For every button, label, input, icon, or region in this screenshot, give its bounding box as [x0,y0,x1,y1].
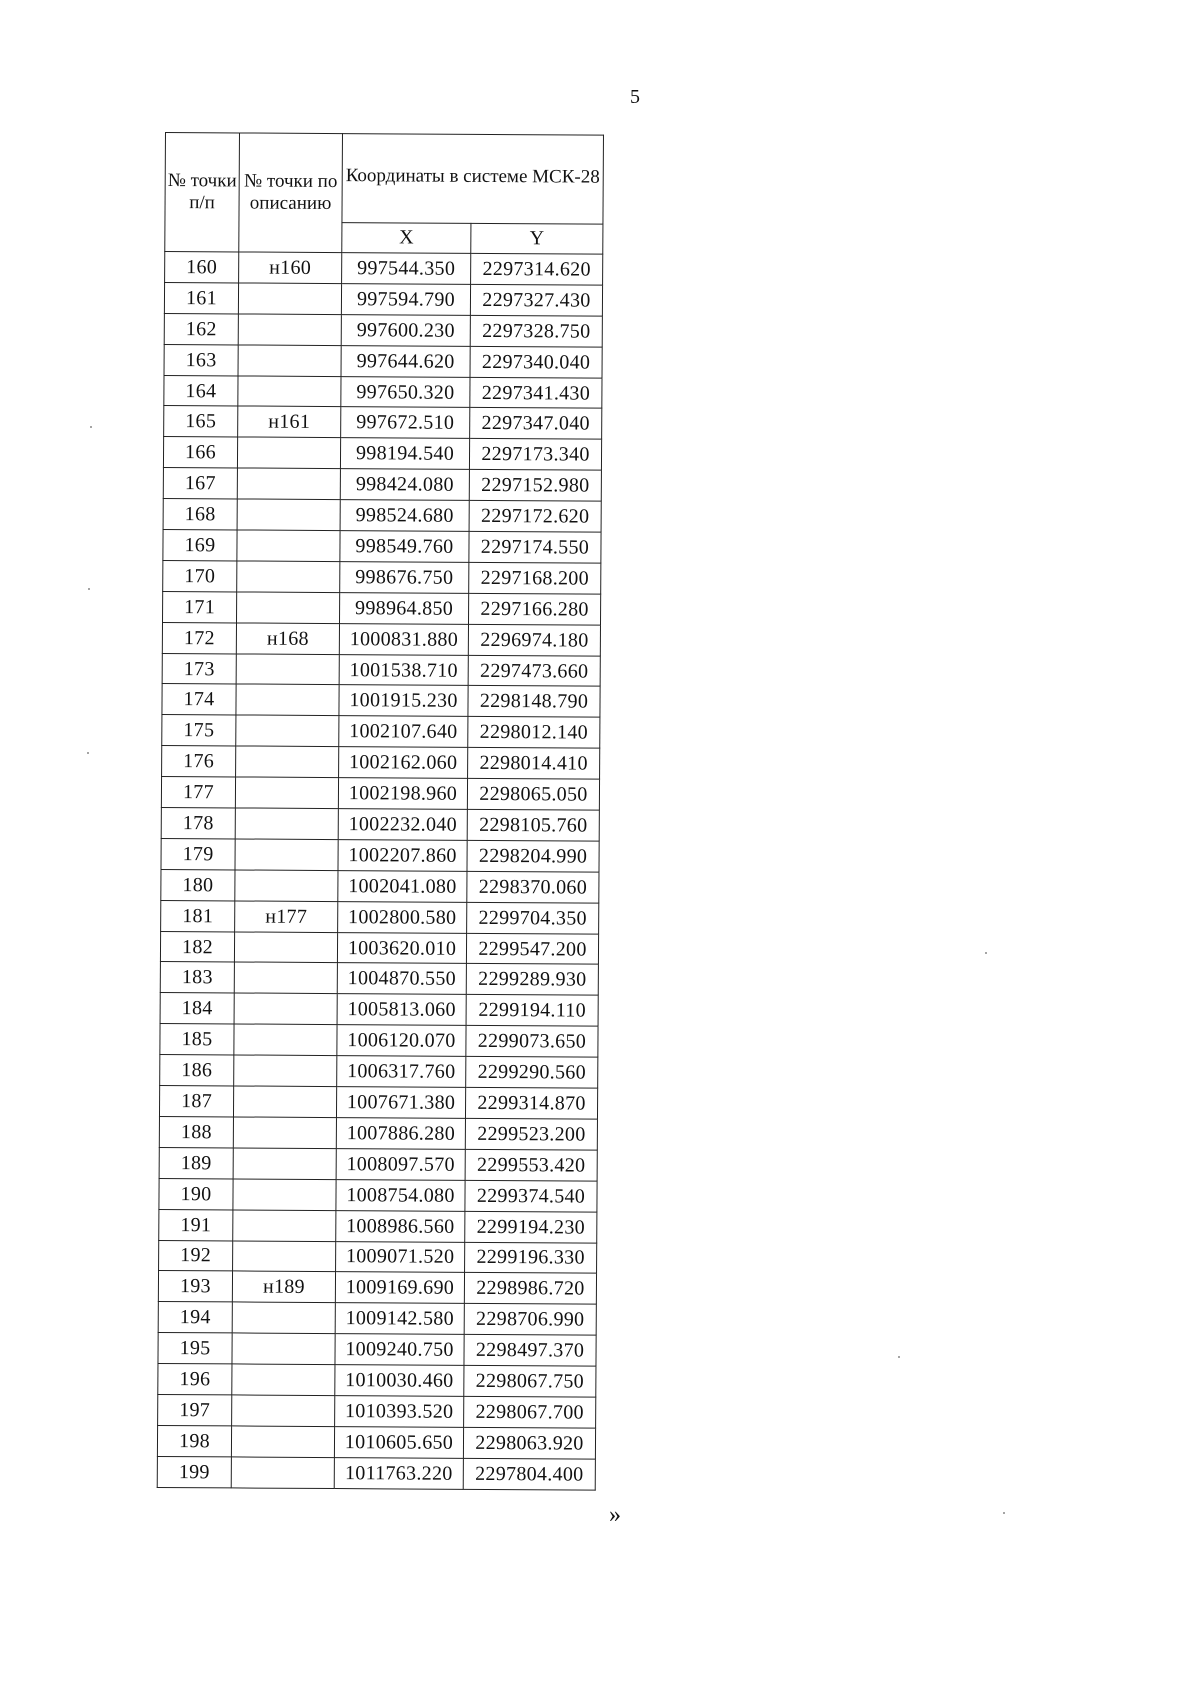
point-number-cell: 184 [160,993,234,1024]
x-coordinate-cell: 1009169.690 [335,1272,464,1304]
point-number-cell: 191 [159,1209,233,1240]
y-coordinate-cell: 2299704.350 [467,902,599,934]
x-coordinate-cell: 1008097.570 [336,1148,465,1180]
point-number-cell: 165 [164,406,238,437]
description-point-cell [237,561,340,593]
point-number-cell: 168 [163,499,237,530]
y-coordinate-cell: 2299547.200 [466,933,598,965]
table-header-row [165,133,604,225]
point-number-cell: 197 [158,1394,232,1425]
y-coordinate-cell: 2298065.050 [467,779,599,811]
closing-quote-mark: » [609,1502,621,1528]
x-coordinate-cell: 1003620.010 [337,932,466,964]
description-point-cell [233,1086,336,1118]
table-row [158,1302,596,1336]
table-row [164,375,602,409]
description-point-cell [232,1302,335,1334]
y-coordinate-cell: 2297328.750 [470,315,602,347]
table-row [160,931,598,965]
point-number-cell: 164 [164,375,238,406]
y-coordinate-cell: 2298063.920 [463,1427,595,1459]
x-coordinate-cell: 997600.230 [341,314,470,346]
point-number-cell: 173 [162,653,236,684]
point-number-cell: 199 [157,1456,231,1487]
description-point-cell [231,1426,334,1458]
y-coordinate-cell: 2298497.370 [464,1335,596,1367]
y-coordinate-cell: 2299289.930 [466,964,598,996]
table-row [160,1024,598,1058]
coordinates-table [157,132,604,1490]
point-number-cell: 189 [159,1147,233,1178]
description-point-cell [234,1055,337,1087]
point-number-cell: 175 [162,715,236,746]
table-row [158,1394,596,1428]
description-point-cell [235,839,338,871]
description-point-cell: н189 [232,1271,335,1303]
description-point-cell [238,345,341,377]
x-coordinate-cell: 1005813.060 [337,994,466,1026]
table-row [157,1456,595,1490]
point-number-cell: 195 [158,1333,232,1364]
point-number-cell: 169 [163,530,237,561]
x-coordinate-cell: 997644.620 [341,345,470,377]
x-coordinate-cell: 997544.350 [342,253,471,285]
x-coordinate-cell: 1008754.080 [336,1179,465,1211]
point-number-cell: 185 [160,1024,234,1055]
table-row [165,252,603,286]
point-number-cell: 167 [163,468,237,499]
table-row [162,684,600,718]
table-row [157,1425,595,1459]
y-coordinate-cell: 2297172.620 [469,500,601,532]
x-coordinate-cell: 998194.540 [340,438,469,470]
description-point-cell [233,1240,336,1272]
x-coordinate-cell: 1000831.880 [339,623,468,655]
table-row [162,746,600,780]
y-coordinate-cell: 2299194.230 [465,1211,597,1243]
y-coordinate-cell: 2297173.340 [469,439,601,471]
x-coordinate-cell: 1007671.380 [336,1087,465,1119]
description-point-cell [233,1148,336,1180]
x-coordinate-cell: 998676.750 [340,561,469,593]
y-coordinate-cell: 2299194.110 [466,995,598,1027]
table-row [159,1209,597,1243]
point-number-cell: 160 [165,252,239,283]
y-coordinate-cell: 2297473.660 [468,655,600,687]
x-coordinate-cell: 1009240.750 [335,1334,464,1366]
y-coordinate-cell: 2297804.400 [463,1458,595,1490]
y-coordinate-cell: 2298148.790 [468,686,600,718]
y-coordinate-cell: 2297168.200 [469,562,601,594]
description-point-cell [235,777,338,809]
description-point-cell [231,1457,334,1489]
description-point-cell [234,1024,337,1056]
x-coordinate-cell: 998549.760 [340,531,469,563]
description-point-cell [237,530,340,562]
description-point-cell [237,499,340,531]
point-number-cell: 172 [162,622,236,653]
description-point-cell [232,1333,335,1365]
point-number-cell: 181 [161,900,235,931]
x-coordinate-cell: 1010605.650 [334,1426,463,1458]
description-point-cell [234,962,337,994]
y-coordinate-cell: 2298014.410 [468,748,600,780]
header-point-number: № точки п/п [165,133,240,252]
x-coordinate-cell: 1009071.520 [336,1241,465,1273]
point-number-cell: 178 [161,808,235,839]
x-coordinate-cell: 1002107.640 [339,716,468,748]
y-coordinate-cell: 2299553.420 [465,1149,597,1181]
y-coordinate-cell: 2299073.650 [466,1026,598,1058]
x-coordinate-cell: 1011763.220 [334,1457,463,1489]
scan-speck [985,952,987,954]
y-coordinate-cell: 2297152.980 [469,470,601,502]
table-row [163,468,601,502]
table-row [158,1271,596,1305]
table-row [160,993,598,1027]
table-row [158,1364,596,1398]
description-point-cell [237,468,340,500]
table-row [161,808,599,842]
x-coordinate-cell: 1006317.760 [337,1056,466,1088]
table-row [164,313,602,347]
point-number-cell: 194 [158,1302,232,1333]
description-point-cell [236,684,339,716]
x-coordinate-cell: 1006120.070 [337,1025,466,1057]
y-coordinate-cell: 2298105.760 [467,809,599,841]
description-point-cell: н168 [236,623,339,655]
scan-speck [88,588,90,590]
y-coordinate-cell: 2297166.280 [468,593,600,625]
description-point-cell [237,592,340,624]
point-number-cell: 183 [160,962,234,993]
point-number-cell: 190 [159,1178,233,1209]
description-point-cell [238,283,341,315]
description-point-cell [234,932,337,964]
point-number-cell: 188 [159,1116,233,1147]
page-number: 5 [630,86,640,108]
table-row [159,1147,597,1181]
point-number-cell: 193 [158,1271,232,1302]
description-point-cell [234,993,337,1025]
table-row [159,1240,597,1274]
description-point-cell [232,1364,335,1396]
x-coordinate-cell: 1001538.710 [339,654,468,686]
x-coordinate-cell: 1004870.550 [337,963,466,995]
point-number-cell: 196 [158,1364,232,1395]
y-coordinate-cell: 2298012.140 [468,717,600,749]
y-coordinate-cell: 2299196.330 [465,1242,597,1274]
y-coordinate-cell: 2299290.560 [466,1057,598,1089]
x-coordinate-cell: 1009142.580 [335,1303,464,1335]
description-point-cell [237,437,340,469]
point-number-cell: 186 [160,1055,234,1086]
x-coordinate-cell: 1010030.460 [335,1365,464,1397]
point-number-cell: 187 [159,1086,233,1117]
point-number-cell: 161 [164,282,238,313]
table-row [161,900,599,934]
y-coordinate-cell: 2297327.430 [470,284,602,316]
table-row [159,1086,597,1120]
table-row [161,838,599,872]
point-number-cell: 174 [162,684,236,715]
header-description-point: № точки по описанию [239,133,343,253]
table-row [159,1116,597,1150]
scan-speck [898,1356,900,1358]
table-row [164,406,602,440]
point-number-cell: 192 [159,1240,233,1271]
x-coordinate-cell: 1010393.520 [335,1396,464,1428]
x-coordinate-cell: 1002162.060 [339,747,468,779]
description-point-cell [232,1395,335,1427]
y-coordinate-cell: 2298370.060 [467,871,599,903]
y-coordinate-cell: 2299314.870 [465,1087,597,1119]
header-coordinates: Координаты в системе МСК-28 [342,134,604,225]
y-coordinate-cell: 2298067.750 [464,1365,596,1397]
x-coordinate-cell: 997594.790 [341,283,470,315]
x-coordinate-cell: 1007886.280 [336,1118,465,1150]
description-point-cell [238,376,341,408]
table-row [163,530,601,564]
y-coordinate-cell: 2298986.720 [464,1273,596,1305]
point-number-cell: 170 [163,560,237,591]
x-coordinate-cell: 1008986.560 [336,1210,465,1242]
x-coordinate-cell: 1002198.960 [338,778,467,810]
description-point-cell [238,314,341,346]
table-row [162,622,600,656]
description-point-cell [233,1210,336,1242]
y-coordinate-cell: 2297174.550 [469,531,601,563]
x-coordinate-cell: 997650.320 [341,376,470,408]
description-point-cell: н177 [235,901,338,933]
point-number-cell: 182 [160,931,234,962]
y-coordinate-cell: 2299523.200 [465,1118,597,1150]
table-row [164,282,602,316]
point-number-cell: 171 [163,591,237,622]
x-coordinate-cell: 1002041.080 [338,870,467,902]
point-number-cell: 176 [162,746,236,777]
x-coordinate-cell: 997672.510 [341,407,470,439]
y-coordinate-cell: 2297347.040 [470,408,602,440]
x-coordinate-cell: 998424.080 [340,469,469,501]
description-point-cell [236,654,339,686]
table-row [162,715,600,749]
x-coordinate-cell: 998524.680 [340,500,469,532]
y-coordinate-cell: 2296974.180 [468,624,600,656]
description-point-cell [236,715,339,747]
scan-speck [90,426,92,428]
y-coordinate-cell: 2298204.990 [467,840,599,872]
y-coordinate-cell: 2298067.700 [464,1396,596,1428]
table-row [162,653,600,687]
table-row [160,1055,598,1089]
header-y: Y [471,223,603,254]
description-point-cell [236,746,339,778]
table-row [163,437,601,471]
x-coordinate-cell: 998964.850 [340,592,469,624]
x-coordinate-cell: 1002207.860 [338,839,467,871]
x-coordinate-cell: 1001915.230 [339,685,468,717]
point-number-cell: 162 [164,313,238,344]
table-row [163,591,601,625]
point-number-cell: 179 [161,838,235,869]
table-row [163,499,601,533]
description-point-cell: н160 [239,252,342,284]
y-coordinate-cell: 2297340.040 [470,346,602,378]
point-number-cell: 163 [164,344,238,375]
description-point-cell [235,808,338,840]
description-point-cell: н161 [238,406,341,438]
scan-speck [87,752,89,754]
table-row [159,1178,597,1212]
y-coordinate-cell: 2297314.620 [471,253,603,285]
y-coordinate-cell: 2298706.990 [464,1304,596,1336]
description-point-cell [235,870,338,902]
point-number-cell: 166 [163,437,237,468]
table-row [164,344,602,378]
point-number-cell: 180 [161,869,235,900]
table-row [161,777,599,811]
point-number-cell: 177 [161,777,235,808]
y-coordinate-cell: 2297341.430 [470,377,602,409]
x-coordinate-cell: 1002232.040 [338,809,467,841]
header-x: X [342,223,471,254]
point-number-cell: 198 [157,1425,231,1456]
table-row [160,962,598,996]
table-row [163,560,601,594]
scan-speck [1003,1512,1005,1514]
table-row [161,869,599,903]
description-point-cell [233,1179,336,1211]
table-body [157,252,603,1490]
description-point-cell [233,1117,336,1149]
y-coordinate-cell: 2299374.540 [465,1180,597,1212]
x-coordinate-cell: 1002800.580 [338,901,467,933]
table-row [158,1333,596,1367]
